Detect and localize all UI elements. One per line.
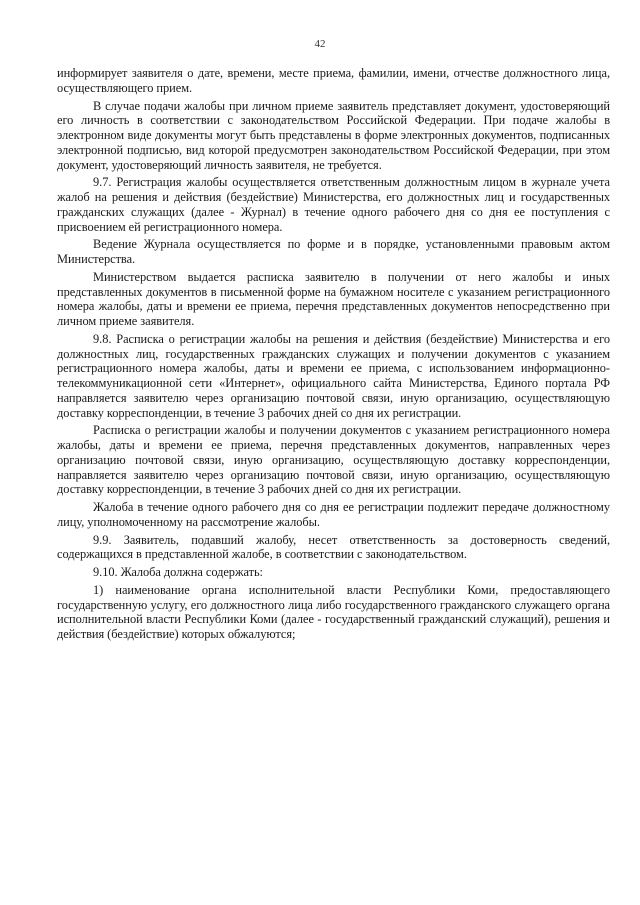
paragraph-9-9: 9.9. Заявитель, подавший жалобу, несет ответственность за достоверность сведений, содержащихся в представленной жалобе, в соответствии с законодательством. bbox=[57, 532, 610, 562]
paragraph-transfer: Жалоба в течение одного рабочего дня со дня ее регистрации подлежит передаче должностному лицу, уполномоченному на рассмотрение жалобы. bbox=[57, 500, 610, 529]
paragraph-continuation: информирует заявителя о дате, времени, месте приема, фамилии, имени, отчестве должностного лица, осуществляющего прием. bbox=[57, 66, 610, 95]
paragraph-receipt: Министерством выдается расписка заявителю в получении от него жалобы и иных представленных документов в письменной форме на бумажном носителе с указанием регистрационного номера жалобы, даты и времени ее приема, перечня представленных документов непосредственно при личном приеме заявителя. bbox=[57, 269, 610, 328]
paragraph-journal: Ведение Журнала осуществляется по форме и в порядке, установленными правовым актом Министерства. bbox=[57, 237, 610, 266]
paragraph-9-10: 9.10. Жалоба должна содержать: bbox=[93, 565, 263, 579]
document-body bbox=[57, 66, 610, 645]
paragraph-receipt-postal: Расписка о регистрации жалобы и получении документов с указанием регистрационного номера жалобы, даты и времени ее приема, перечня представленных документов, направленных через организацию почтовой связи, иную организацию, осуществляющую доставку корреспонденции, направляется заявителю через организацию почтовой связи, иную организацию, осуществляющую доставку корреспонденции, в течение 3 рабочих дней со дня их регистрации. bbox=[57, 423, 610, 497]
paragraph-9-8: 9.8. Расписка о регистрации жалобы на решения и действия (бездействие) Министерства и его должностных лиц, государственных гражданских служащих и получении документов с указанием регистрационного номера жалобы, даты и времени ее приема, с использованием информационно-телекоммуникационной сети «Интернет», официального сайта Министерства, Единого портала РФ направляется заявителю через организацию почтовой связи, иную организацию, осуществляющую доставку корреспонденции, в течение 3 рабочих дней со дня их регистрации. bbox=[57, 331, 610, 420]
page-number: 42 bbox=[314, 38, 326, 50]
paragraph-item-1: 1) наименование органа исполнительной власти Республики Коми, предоставляющего государственную услугу, его должностного лица либо государственного гражданского служащего органа исполнительной власти Республики Коми (далее - государственный гражданский служащий), решения и действия (бездействие) которых обжалуются; bbox=[57, 582, 610, 641]
paragraph-personal-reception: В случае подачи жалобы при личном приеме заявитель представляет документ, удостоверяющий его личность в соответствии с законодательством Российской Федерации. При подаче жалобы в электронном виде документы могут быть представлены в форме электронных документов, подписанных электронной подписью, вид которой предусмотрен законодательством Российской Федерации, при этом документ, удостоверяющий личность заявителя, не требуется. bbox=[57, 98, 610, 172]
paragraph-9-7: 9.7. Регистрация жалобы осуществляется ответственным должностным лицом в журнале учета жалоб на решения и действия (бездействие) Министерства, его должностных лиц и государственных гражданских служащих (далее - Журнал) в течение одного рабочего дня со дня ее поступления с присвоением ей регистрационного номера. bbox=[57, 175, 610, 234]
